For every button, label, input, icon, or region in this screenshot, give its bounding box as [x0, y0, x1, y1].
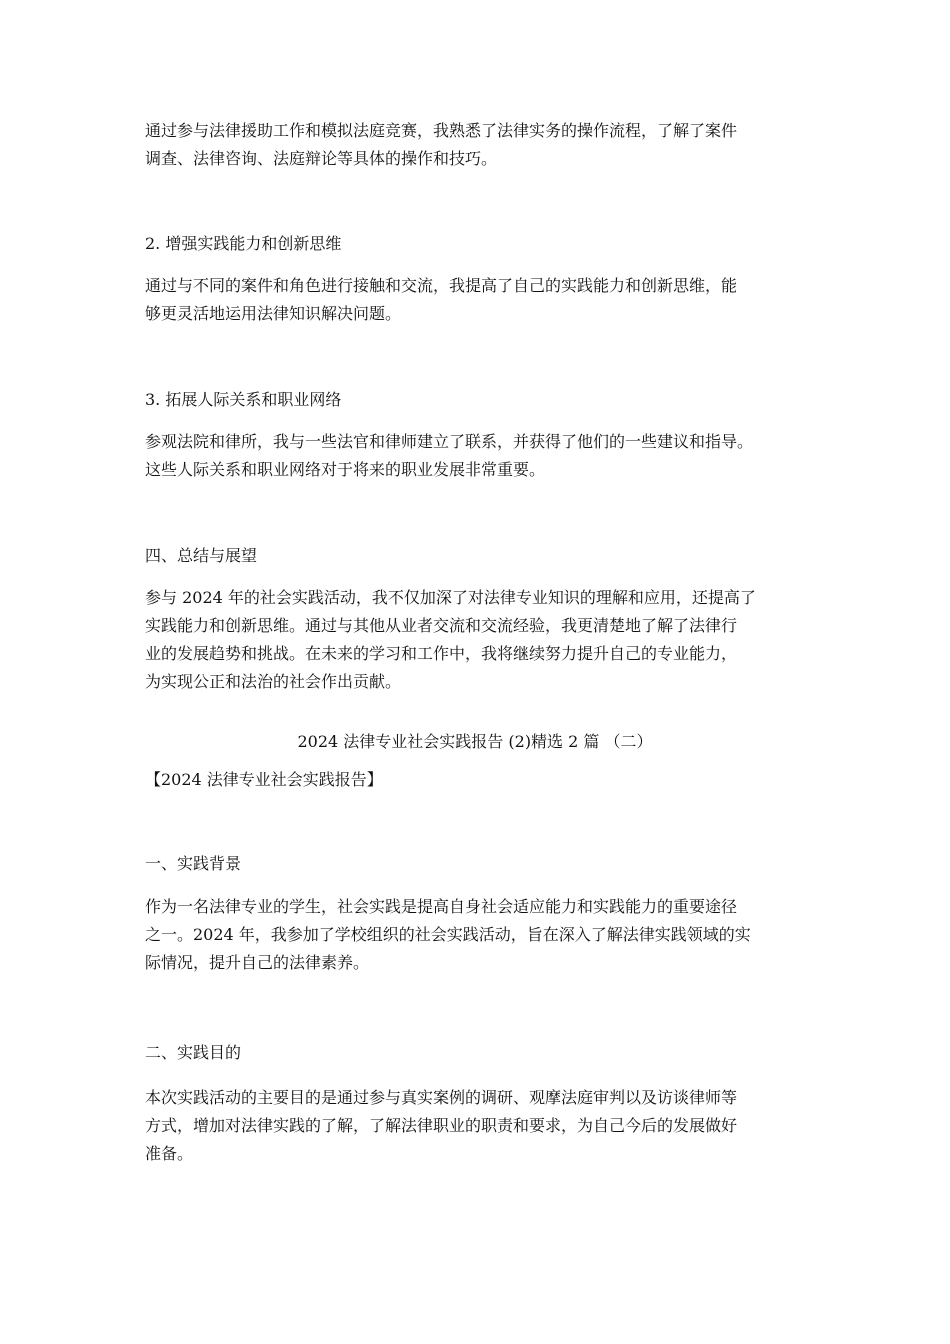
section-heading-purpose: 二、实践目的 — [145, 1043, 242, 1062]
paragraph-practice-innovation — [145, 272, 825, 328]
paragraph-line: 为实现公正和法治的社会作出贡献。 — [145, 672, 402, 691]
paragraph-line: 本次实践活动的主要目的是通过参与真实案例的调研、观摩法庭审判以及访谈律师等 — [145, 1088, 738, 1107]
paragraph-line: 参与 2024 年的社会实践活动，我不仅加深了对法律专业知识的理解和应用，还提高了 — [145, 588, 756, 607]
paragraph-network — [145, 428, 825, 484]
section-heading-background: 一、实践背景 — [145, 854, 242, 873]
paragraph-line: 之一。2024 年，我参加了学校组织的社会实践活动，旨在深入了解法律实践领域的实 — [145, 925, 751, 944]
paragraph-line: 际情况，提升自己的法律素养。 — [145, 953, 370, 972]
paragraph-summary — [145, 584, 825, 696]
paragraph-line: 准备。 — [145, 1144, 194, 1163]
paragraph-line: 作为一名法律专业的学生，社会实践是提高自身社会适应能力和实践能力的重要途径 — [145, 897, 738, 916]
paragraph-practical-skills — [145, 117, 825, 173]
paragraph-line: 通过参与法律援助工作和模拟法庭竞赛，我熟悉了法律实务的操作流程，了解了案件 — [145, 121, 738, 140]
paragraph-line: 参观法院和律所，我与一些法官和律师建立了联系，并获得了他们的一些建议和指导。 — [145, 432, 754, 451]
paragraph-purpose — [145, 1084, 825, 1168]
section-heading-network: 3. 拓展人际关系和职业网络 — [145, 390, 342, 409]
section-heading-summary: 四、总结与展望 — [145, 546, 258, 565]
report-title: 【2024 法律专业社会实践报告】 — [145, 770, 383, 789]
paragraph-line: 这些人际关系和职业网络对于将来的职业发展非常重要。 — [145, 460, 546, 479]
paragraph-line: 方式，增加对法律实践的了解，了解法律职业的职责和要求，为自己今后的发展做好 — [145, 1116, 738, 1135]
paragraph-background — [145, 893, 825, 977]
section-heading-practice-innovation: 2. 增强实践能力和创新思维 — [145, 234, 342, 253]
paragraph-line: 实践能力和创新思维。通过与其他从业者交流和交流经验，我更清楚地了解了法律行 — [145, 616, 738, 635]
paragraph-line: 业的发展趋势和挑战。在未来的学习和工作中，我将继续努力提升自己的专业能力， — [145, 644, 738, 663]
paragraph-line: 通过与不同的案件和角色进行接触和交流，我提高了自己的实践能力和创新思维，能 — [145, 276, 738, 295]
paragraph-line: 够更灵活地运用法律知识解决问题。 — [145, 304, 402, 323]
document-title: 2024 法律专业社会实践报告 (2)精选 2 篇 （二） — [297, 732, 653, 751]
paragraph-line: 调查、法律咨询、法庭辩论等具体的操作和技巧。 — [145, 149, 498, 168]
